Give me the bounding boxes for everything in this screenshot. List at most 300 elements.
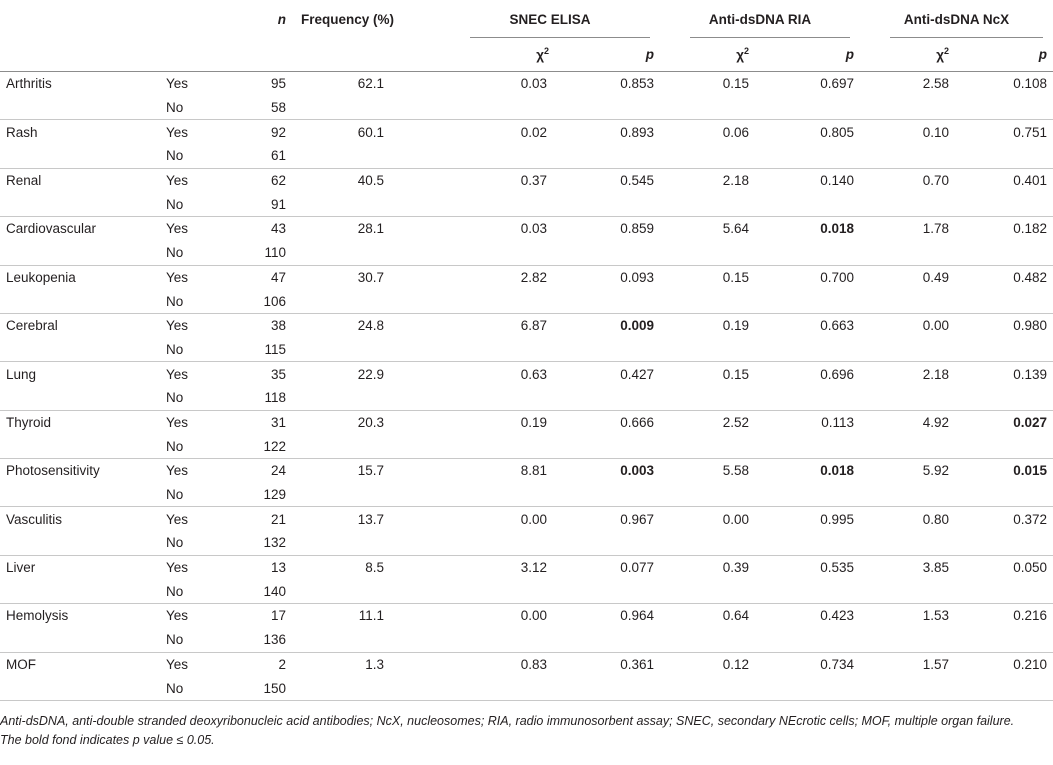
blank-cell [660, 386, 755, 410]
blank-cell [440, 483, 555, 507]
table-row-sub [0, 289, 1053, 313]
blank-cell [860, 241, 955, 265]
no-label: No [160, 579, 220, 603]
table-row [0, 459, 1053, 483]
blank-cell [860, 96, 955, 120]
ncx-chi-value: 5.92 [922, 463, 950, 479]
blank-cell [860, 144, 955, 168]
yes-label: Yes [166, 221, 189, 237]
frequency-value: 22.9 [357, 366, 384, 382]
no-label: No [160, 144, 220, 168]
header-p-ria: p [755, 38, 860, 72]
header-p-ncx: p [955, 38, 1053, 72]
ria-chi-value: 0.15 [722, 76, 750, 92]
snec-chi-value: 0.63 [520, 366, 547, 382]
blank-cell [660, 434, 755, 458]
header-group-ria [660, 0, 860, 38]
row-label: MOF [6, 656, 36, 672]
ncx-p-value: 0.401 [1013, 173, 1048, 189]
yes-label: Yes [166, 269, 189, 285]
frequency-value: 11.1 [358, 608, 384, 624]
blank-cell [955, 241, 1053, 265]
blank-cell [755, 192, 860, 216]
row-label-blank [0, 386, 160, 410]
blank-cell [955, 289, 1053, 313]
snec-chi-value: 0.83 [520, 656, 547, 672]
blank-cell [440, 676, 555, 700]
blank-cell [290, 96, 440, 120]
blank-cell [955, 531, 1053, 555]
chi-superscript: 2 [543, 46, 549, 57]
n-yes: 62 [270, 173, 286, 189]
row-label: Rash [6, 124, 38, 140]
snec-p-value: 0.545 [620, 173, 655, 189]
no-label: No [160, 289, 220, 313]
ria-chi-value: 2.52 [722, 414, 750, 430]
ncx-chi-value: 1.57 [922, 656, 950, 672]
frequency-value: 1.3 [365, 656, 384, 672]
n-no: 122 [220, 434, 290, 458]
ncx-chi-value: 3.85 [922, 560, 950, 576]
row-label: Lung [6, 366, 37, 382]
blank-cell [555, 241, 660, 265]
chi-symbol: χ [536, 47, 544, 63]
snec-chi-value: 8.81 [520, 463, 547, 479]
blank-cell [955, 338, 1053, 362]
blank-cell [860, 579, 955, 603]
table-row [0, 313, 1053, 337]
header-p-snec: p [555, 38, 660, 72]
table-row-sub [0, 628, 1053, 652]
blank-cell [440, 289, 555, 313]
blank-cell [755, 434, 860, 458]
row-label-blank [0, 483, 160, 507]
n-no: 150 [220, 676, 290, 700]
header-frequency: Frequency (%) [300, 11, 394, 27]
header-group-ncx [860, 0, 1053, 38]
blank-cell [440, 96, 555, 120]
snec-p-value: 0.093 [620, 269, 655, 285]
n-yes: 13 [270, 560, 286, 576]
table-row [0, 604, 1053, 628]
n-no: 140 [220, 579, 290, 603]
blank-cell [555, 96, 660, 120]
blank-cell [555, 483, 660, 507]
blank-cell [955, 483, 1053, 507]
snec-chi-value: 0.00 [520, 608, 547, 624]
blank-cell [955, 628, 1053, 652]
blank-cell [440, 628, 555, 652]
n-yes: 38 [270, 318, 286, 334]
ria-chi-value: 5.58 [722, 463, 750, 479]
snec-p-value: 0.893 [620, 124, 655, 140]
row-label-blank [0, 192, 160, 216]
no-label: No [160, 338, 220, 362]
no-label: No [160, 386, 220, 410]
no-label: No [160, 192, 220, 216]
blank-cell [440, 434, 555, 458]
ria-chi-value: 2.18 [722, 173, 750, 189]
ncx-p-value: 0.980 [1013, 318, 1048, 334]
yes-label: Yes [166, 76, 189, 92]
ncx-chi-value: 0.49 [922, 269, 950, 285]
blank-cell [290, 676, 440, 700]
row-label: Cardiovascular [6, 221, 97, 237]
chi-superscript: 2 [744, 46, 750, 57]
ncx-chi-value: 2.18 [922, 366, 950, 382]
blank-cell [755, 289, 860, 313]
row-label-blank [0, 338, 160, 362]
snec-p-value: 0.666 [620, 414, 655, 430]
blank-cell [860, 531, 955, 555]
table-row-sub [0, 434, 1053, 458]
ncx-chi-value: 1.78 [922, 221, 950, 237]
table-row [0, 555, 1053, 579]
blank-cell [440, 579, 555, 603]
blank-cell [440, 531, 555, 555]
blank-cell [440, 241, 555, 265]
ria-p-value: 0.700 [820, 269, 855, 285]
n-no: 58 [220, 96, 290, 120]
header-blank [160, 38, 220, 72]
blank-cell [755, 628, 860, 652]
blank-cell [660, 338, 755, 362]
header-chi-ncx [860, 38, 955, 72]
header-blank [160, 0, 220, 38]
row-label: Photosensitivity [6, 463, 100, 479]
blank-cell [860, 289, 955, 313]
blank-cell [440, 144, 555, 168]
ria-p-value: 0.696 [820, 366, 855, 382]
group-underline [890, 37, 1043, 38]
frequency-value: 28.1 [357, 221, 384, 237]
no-label: No [160, 241, 220, 265]
n-yes: 92 [270, 124, 286, 140]
header-blank [220, 38, 290, 72]
table-row-sub [0, 483, 1053, 507]
chi-superscript: 2 [944, 46, 950, 57]
blank-cell [755, 579, 860, 603]
blank-cell [660, 676, 755, 700]
table-row [0, 410, 1053, 434]
blank-cell [955, 676, 1053, 700]
blank-cell [555, 144, 660, 168]
footnote-bold: The bold fond indicates p value ≤ 0.05. [0, 733, 215, 747]
snec-chi-value: 2.82 [520, 269, 547, 285]
table-row-sub [0, 531, 1053, 555]
snec-p-value: 0.427 [620, 366, 655, 382]
row-label: Leukopenia [6, 269, 76, 285]
n-no: 118 [220, 386, 290, 410]
blank-cell [290, 241, 440, 265]
n-yes: 43 [270, 221, 286, 237]
table-row [0, 168, 1053, 192]
blank-cell [955, 434, 1053, 458]
blank-cell [555, 434, 660, 458]
blank-cell [955, 96, 1053, 120]
no-label: No [160, 628, 220, 652]
frequency-value: 15.7 [357, 463, 384, 479]
ncx-p-value: 0.108 [1013, 76, 1048, 92]
ria-p-value: 0.018 [820, 463, 855, 479]
snec-p-value: 0.003 [620, 463, 655, 479]
blank-cell [440, 338, 555, 362]
yes-label: Yes [166, 173, 189, 189]
ncx-chi-value: 4.92 [922, 414, 950, 430]
ria-chi-value: 0.12 [722, 656, 750, 672]
group-underline [470, 37, 650, 38]
no-label: No [160, 676, 220, 700]
ria-p-value: 0.663 [820, 318, 855, 334]
frequency-value: 13.7 [357, 511, 384, 527]
blank-cell [660, 289, 755, 313]
table-row-sub [0, 241, 1053, 265]
chi-symbol: χ [936, 47, 944, 63]
ncx-chi-value: 1.53 [922, 608, 950, 624]
table-row [0, 265, 1053, 289]
ria-p-value: 0.140 [820, 173, 855, 189]
table-row-sub [0, 96, 1053, 120]
n-no: 91 [220, 192, 290, 216]
snec-p-value: 0.077 [620, 560, 655, 576]
row-label: Vasculitis [6, 511, 63, 527]
table-row [0, 72, 1053, 96]
snec-chi-value: 3.12 [520, 560, 547, 576]
blank-cell [755, 676, 860, 700]
header-blank [290, 38, 440, 72]
blank-cell [660, 192, 755, 216]
ncx-chi-value: 2.58 [922, 76, 950, 92]
ria-chi-value: 5.64 [722, 221, 750, 237]
no-label: No [160, 531, 220, 555]
blank-cell [660, 96, 755, 120]
row-label-blank [0, 96, 160, 120]
row-label-blank [0, 434, 160, 458]
ncx-p-value: 0.027 [1013, 414, 1048, 430]
blank-cell [555, 289, 660, 313]
ncx-chi-value: 0.70 [922, 173, 950, 189]
yes-label: Yes [166, 124, 189, 140]
header-blank [0, 0, 160, 38]
ncx-p-value: 0.751 [1013, 124, 1048, 140]
n-no: 61 [220, 144, 290, 168]
header-n: n [277, 11, 286, 27]
ncx-p-value: 0.050 [1013, 560, 1048, 576]
blank-cell [290, 483, 440, 507]
ria-p-value: 0.113 [821, 414, 855, 430]
no-label: No [160, 96, 220, 120]
table-row-sub [0, 192, 1053, 216]
blank-cell [660, 144, 755, 168]
yes-label: Yes [166, 560, 189, 576]
blank-cell [660, 483, 755, 507]
ria-p-value: 0.995 [820, 511, 855, 527]
row-label: Cerebral [6, 318, 58, 334]
blank-cell [860, 338, 955, 362]
ncx-chi-value: 0.10 [922, 124, 950, 140]
blank-cell [555, 676, 660, 700]
ncx-chi-value: 0.00 [922, 318, 950, 334]
row-label-blank [0, 579, 160, 603]
blank-cell [755, 144, 860, 168]
snec-p-value: 0.009 [620, 318, 655, 334]
snec-chi-value: 0.37 [520, 173, 547, 189]
table-row-sub [0, 144, 1053, 168]
table-row [0, 217, 1053, 241]
blank-cell [555, 628, 660, 652]
no-label: No [160, 434, 220, 458]
n-no: 115 [220, 338, 290, 362]
header-row-groups [0, 0, 1053, 38]
snec-p-value: 0.967 [620, 511, 655, 527]
blank-cell [290, 579, 440, 603]
blank-cell [755, 338, 860, 362]
blank-cell [860, 434, 955, 458]
yes-label: Yes [166, 318, 189, 334]
row-label-blank [0, 289, 160, 313]
ncx-p-value: 0.482 [1013, 269, 1048, 285]
ria-p-value: 0.018 [820, 221, 855, 237]
table-row [0, 652, 1053, 676]
n-no: 106 [220, 289, 290, 313]
n-yes: 95 [270, 76, 286, 92]
n-yes: 21 [270, 511, 286, 527]
ria-chi-value: 0.64 [722, 608, 750, 624]
header-group-ncx-label: Anti-dsDNA NcX [903, 11, 1010, 27]
blank-cell [860, 192, 955, 216]
header-group-snec-label: SNEC ELISA [509, 11, 591, 27]
blank-cell [440, 192, 555, 216]
blank-cell [660, 241, 755, 265]
ria-chi-value: 0.00 [722, 511, 750, 527]
row-label-blank [0, 531, 160, 555]
snec-chi-value: 0.19 [520, 414, 547, 430]
header-blank [0, 38, 160, 72]
table-row-sub [0, 386, 1053, 410]
table-row-sub [0, 676, 1053, 700]
blank-cell [290, 386, 440, 410]
blank-cell [555, 338, 660, 362]
table-footnotes [0, 713, 1053, 751]
row-label-blank [0, 628, 160, 652]
blank-cell [290, 531, 440, 555]
n-yes: 35 [270, 366, 286, 382]
blank-cell [755, 386, 860, 410]
ria-p-value: 0.734 [820, 656, 855, 672]
row-label-blank [0, 241, 160, 265]
ncx-p-value: 0.015 [1013, 463, 1048, 479]
row-label-blank [0, 144, 160, 168]
n-yes: 24 [270, 463, 286, 479]
footnote-abbreviations: Anti-dsDNA, anti-double stranded deoxyribonucleic acid antibodies; NcX, nucleosomes; RIA, radio immunosorbent assay; SNEC, secondary NEcrotic cells; MOF, multiple organ failure. [0, 714, 1015, 728]
blank-cell [755, 96, 860, 120]
ria-chi-value: 0.15 [722, 366, 750, 382]
n-yes: 31 [270, 414, 286, 430]
table-row-sub [0, 338, 1053, 362]
frequency-value: 8.5 [365, 560, 384, 576]
header-chi-ria [660, 38, 755, 72]
header-group-snec [440, 0, 660, 38]
snec-p-value: 0.853 [620, 76, 655, 92]
frequency-value: 40.5 [357, 173, 384, 189]
table-row [0, 362, 1053, 386]
ncx-p-value: 0.139 [1013, 366, 1048, 382]
snec-p-value: 0.964 [620, 608, 655, 624]
blank-cell [555, 192, 660, 216]
yes-label: Yes [166, 463, 189, 479]
snec-chi-value: 6.87 [520, 318, 547, 334]
ria-p-value: 0.805 [820, 124, 855, 140]
frequency-value: 62.1 [357, 76, 384, 92]
yes-label: Yes [166, 414, 189, 430]
n-no: 129 [220, 483, 290, 507]
frequency-value: 20.3 [357, 414, 384, 430]
blank-cell [440, 386, 555, 410]
blank-cell [955, 386, 1053, 410]
blank-cell [955, 192, 1053, 216]
blank-cell [290, 144, 440, 168]
blank-cell [555, 386, 660, 410]
ncx-p-value: 0.182 [1013, 221, 1048, 237]
table-body [0, 72, 1053, 701]
snec-chi-value: 0.03 [520, 221, 547, 237]
table-row-sub [0, 579, 1053, 603]
ncx-p-value: 0.372 [1013, 511, 1048, 527]
blank-cell [860, 676, 955, 700]
frequency-value: 24.8 [357, 318, 384, 334]
yes-label: Yes [166, 608, 189, 624]
yes-label: Yes [166, 656, 189, 672]
blank-cell [290, 338, 440, 362]
blank-cell [290, 628, 440, 652]
row-label-blank [0, 676, 160, 700]
no-label: No [160, 483, 220, 507]
header-row-sub [0, 38, 1053, 72]
group-underline [690, 37, 850, 38]
ria-chi-value: 0.39 [722, 560, 750, 576]
ncx-p-value: 0.210 [1013, 656, 1048, 672]
frequency-value: 30.7 [357, 269, 384, 285]
frequency-value: 60.1 [357, 124, 384, 140]
blank-cell [755, 483, 860, 507]
ria-p-value: 0.423 [820, 608, 855, 624]
snec-chi-value: 0.00 [520, 511, 547, 527]
yes-label: Yes [166, 366, 189, 382]
blank-cell [860, 483, 955, 507]
blank-cell [860, 628, 955, 652]
n-yes: 17 [270, 608, 286, 624]
header-group-ria-label: Anti-dsDNA RIA [708, 11, 812, 27]
ria-p-value: 0.697 [820, 76, 855, 92]
row-label: Renal [6, 173, 42, 189]
table-row [0, 120, 1053, 144]
row-label: Liver [6, 560, 36, 576]
n-yes: 2 [278, 656, 286, 672]
blank-cell [860, 386, 955, 410]
blank-cell [955, 579, 1053, 603]
blank-cell [290, 434, 440, 458]
blank-cell [755, 241, 860, 265]
snec-p-value: 0.361 [620, 656, 655, 672]
row-label: Hemolysis [6, 608, 69, 624]
n-no: 136 [220, 628, 290, 652]
blank-cell [290, 192, 440, 216]
blank-cell [290, 289, 440, 313]
ria-p-value: 0.535 [820, 560, 855, 576]
ncx-chi-value: 0.80 [922, 511, 950, 527]
blank-cell [660, 579, 755, 603]
chi-symbol: χ [736, 47, 744, 63]
